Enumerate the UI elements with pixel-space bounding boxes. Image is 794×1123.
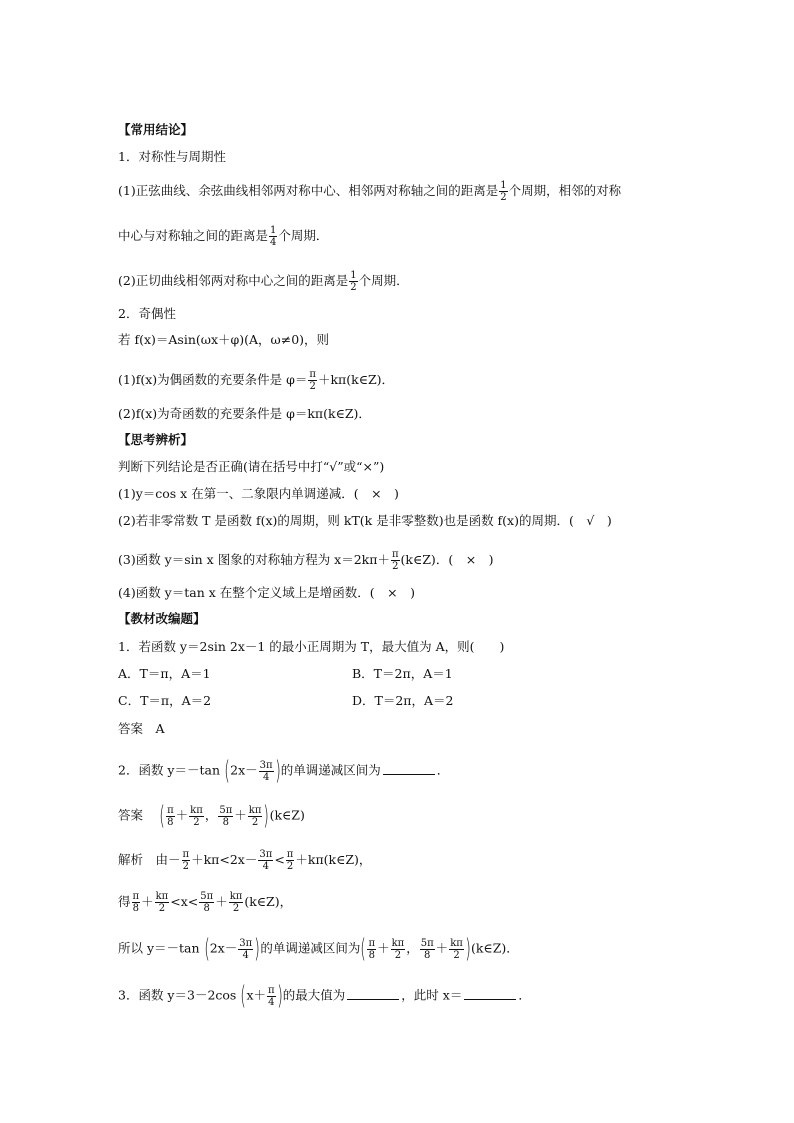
numerator: kπ xyxy=(391,937,405,949)
numerator: π xyxy=(167,804,174,816)
text: ＋ xyxy=(141,894,154,909)
item-title: 1．对称性与周期性 xyxy=(118,149,226,164)
numerator: kπ xyxy=(190,804,203,816)
text: ＋ xyxy=(234,807,247,823)
question: (1)y＝cos x 在第一、二象限内单调递减．( × ) xyxy=(118,486,399,501)
numerator: π xyxy=(391,549,399,560)
fraction xyxy=(199,891,214,914)
numerator: 3π xyxy=(239,937,253,949)
numerator: kπ xyxy=(155,891,169,902)
choice-a: A．T＝π，A＝1 xyxy=(118,666,211,681)
numerator: 5π xyxy=(200,891,214,902)
text: (2)正切曲线相邻两对称中心之间的距离是 xyxy=(118,273,349,288)
paragraph: 判断下列结论是否正确(请在括号中打“√”或“×”) xyxy=(118,459,385,474)
question: (2)若非零常数 T 是函数 f(x)的周期，则 kT(k 是非零整数)也是函数 f(x)的周期．( √ ) xyxy=(118,513,612,528)
numerator: 5π xyxy=(420,937,434,949)
text: 得 xyxy=(118,894,131,909)
choice-c: C．T＝π，A＝2 xyxy=(118,693,212,708)
text: x＋ xyxy=(246,987,267,1003)
answer: 答案 A xyxy=(118,721,165,736)
paragraph xyxy=(118,225,329,248)
denominator: 2 xyxy=(232,903,240,914)
numerator: 3π xyxy=(259,759,273,771)
text: ＋ xyxy=(377,940,390,956)
choice-row xyxy=(118,665,211,683)
paragraph: 若 f(x)＝Asin(ωx＋φ)(A，ω≠0)，则 xyxy=(118,332,330,347)
text: ＋kπ<2x－ xyxy=(191,852,258,867)
left-paren: ( xyxy=(224,756,230,786)
fraction xyxy=(308,369,317,392)
numerator: π xyxy=(182,849,190,860)
fraction xyxy=(132,891,141,914)
denominator: 8 xyxy=(368,949,375,961)
text: ． xyxy=(518,987,531,1003)
numerator: 5π xyxy=(219,804,233,816)
text: ＋ xyxy=(215,894,228,909)
right-paren: ) xyxy=(274,756,281,786)
fraction xyxy=(391,938,406,961)
denominator: 4 xyxy=(270,237,277,248)
denominator: 2 xyxy=(350,282,357,293)
numerator: 1 xyxy=(350,270,357,281)
numerator: 1 xyxy=(270,225,277,236)
fraction xyxy=(499,180,507,203)
text: ＋kπ(k∈Z)， xyxy=(295,852,372,867)
question xyxy=(118,981,531,1011)
denominator: 8 xyxy=(132,903,139,914)
text: (3)函数 y＝sin x 图象的对称轴方程为 x＝2kπ＋ xyxy=(118,552,390,567)
denominator: 2 xyxy=(453,949,460,961)
numerator: π xyxy=(268,984,275,996)
text: ． xyxy=(436,762,450,778)
text: ＋ xyxy=(435,940,449,956)
denominator: 2 xyxy=(193,816,200,828)
text: 所以 y＝－tan xyxy=(118,940,200,956)
fraction xyxy=(267,985,276,1008)
question xyxy=(118,756,450,786)
numerator: π xyxy=(309,369,316,380)
numerator: kπ xyxy=(450,937,463,949)
denominator: 2 xyxy=(500,192,507,203)
answer-blank[interactable] xyxy=(383,762,435,775)
left-paren: ( xyxy=(203,934,210,964)
denominator: 2 xyxy=(182,861,189,872)
numerator: 1 xyxy=(500,180,507,191)
denominator: 2 xyxy=(392,561,399,572)
fraction xyxy=(286,849,295,872)
fraction xyxy=(349,270,357,293)
answer-blank[interactable] xyxy=(464,987,516,1000)
fraction xyxy=(420,938,435,961)
numerator: 3π xyxy=(259,849,273,860)
fraction xyxy=(155,891,170,914)
choice-row xyxy=(118,692,211,710)
numerator: kπ xyxy=(229,891,243,902)
right-paren: ) xyxy=(263,801,270,831)
paragraph: (2)f(x)为奇函数的充要条件是 φ＝kπ(k∈Z)． xyxy=(118,406,371,421)
text: ＋kπ(k∈Z)． xyxy=(317,372,395,387)
numerator: kπ xyxy=(248,804,262,816)
left-paren: ( xyxy=(360,934,367,964)
text: (k∈Z)．( × ) xyxy=(400,552,494,567)
question: (4)函数 y＝tan x 在整个定义域上是增函数．( × ) xyxy=(118,585,415,600)
text: ， xyxy=(204,807,218,823)
denominator: 2 xyxy=(286,861,294,872)
denominator: 8 xyxy=(424,949,431,961)
denominator: 4 xyxy=(268,996,275,1008)
text: 个周期，相邻的对称 xyxy=(508,183,622,198)
fraction xyxy=(218,805,233,828)
text: 2x－ xyxy=(230,762,258,778)
text: 个周期． xyxy=(358,273,409,288)
text: ＋ xyxy=(175,807,189,823)
text: 的单调递减区间为 xyxy=(260,940,361,956)
paragraph xyxy=(118,369,395,392)
right-paren: ) xyxy=(254,934,261,964)
text: < xyxy=(274,852,285,867)
text: 的最大值为 xyxy=(282,987,346,1003)
text: ，此时 x＝ xyxy=(401,987,463,1003)
fraction xyxy=(248,805,263,828)
left-paren: ( xyxy=(240,981,247,1011)
fraction xyxy=(391,549,400,572)
denominator: 2 xyxy=(158,903,166,914)
text: (k∈Z)． xyxy=(470,940,519,956)
denominator: 8 xyxy=(222,816,229,828)
fraction xyxy=(229,891,244,914)
numerator: π xyxy=(368,937,376,949)
text: 解析 由－ xyxy=(118,852,181,867)
question xyxy=(118,549,494,572)
denominator: 4 xyxy=(262,861,270,872)
numerator: π xyxy=(286,849,294,860)
fraction xyxy=(449,938,464,961)
text: ， xyxy=(406,940,419,956)
section-header-thinking: 【思考辨析】 xyxy=(118,432,194,447)
paragraph xyxy=(118,270,409,293)
right-paren: ) xyxy=(276,981,283,1011)
text: <x< xyxy=(170,894,199,909)
numerator: π xyxy=(132,891,140,902)
text: 2．函数 y＝－tan xyxy=(118,762,221,778)
text: 个周期． xyxy=(278,228,329,243)
section-header-conclusions: 【常用结论】 xyxy=(118,122,194,137)
section-header-textbook: 【教材改编题】 xyxy=(118,611,206,626)
fraction xyxy=(269,225,277,248)
text: 的单调递减区间为 xyxy=(280,762,381,778)
fraction xyxy=(182,849,191,872)
answer-blank[interactable] xyxy=(347,987,399,1000)
fraction xyxy=(259,760,274,783)
fraction xyxy=(238,938,253,961)
text: 2x－ xyxy=(209,940,238,956)
denominator: 8 xyxy=(203,903,210,914)
text: (1)正弦曲线、余弦曲线相邻两对称中心、相邻两对称轴之间的距离是 xyxy=(118,183,499,198)
solution xyxy=(118,891,293,914)
denominator: 8 xyxy=(167,816,174,828)
denominator: 2 xyxy=(309,381,316,392)
answer xyxy=(118,801,305,831)
text: 中心与对称轴之间的距离是 xyxy=(118,228,269,243)
answer-label: 答案 xyxy=(118,807,144,823)
denominator: 4 xyxy=(242,949,249,961)
solution xyxy=(118,849,372,872)
denominator: 2 xyxy=(394,949,402,961)
question: 1．若函数 y＝2sin 2x－1 的最小正周期为 T，最大值为 A，则( ) xyxy=(118,639,505,654)
text: (k∈Z) xyxy=(269,807,305,823)
choice-d: D．T＝2π，A＝2 xyxy=(352,693,454,708)
right-paren: ) xyxy=(465,934,471,964)
denominator: 2 xyxy=(251,816,259,828)
solution xyxy=(118,934,519,964)
text: (1)f(x)为偶函数的充要条件是 φ＝ xyxy=(118,372,308,387)
choice-b: B．T＝2π，A＝1 xyxy=(352,666,453,681)
fraction xyxy=(258,849,273,872)
left-paren: ( xyxy=(159,801,165,831)
text: (k∈Z)， xyxy=(244,894,293,909)
fraction xyxy=(367,938,376,961)
fraction xyxy=(189,805,204,828)
denominator: 4 xyxy=(262,771,270,783)
text: 3．函数 y＝3－2cos xyxy=(118,987,237,1003)
item-title: 2．奇偶性 xyxy=(118,306,176,321)
paragraph xyxy=(118,180,622,203)
fraction xyxy=(166,805,175,828)
